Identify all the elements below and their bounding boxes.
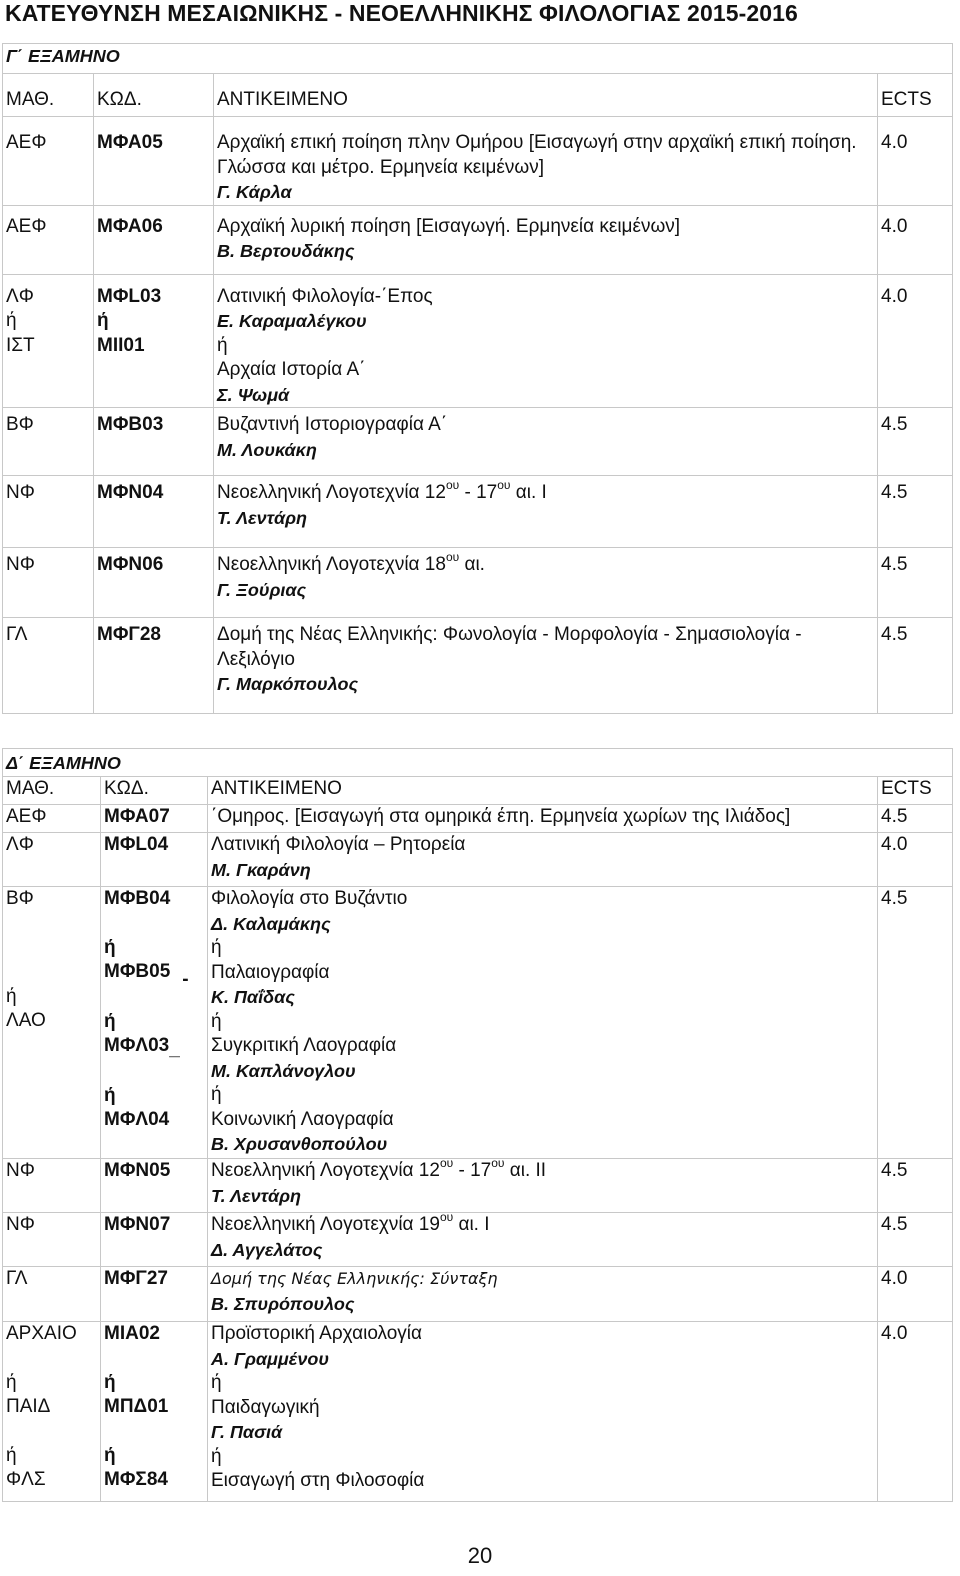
- course-subject: Βυζαντινή Ιστοριογραφία Α΄: [217, 414, 448, 435]
- course-instructor-alternative: Σ. Ψωμά: [217, 384, 290, 405]
- category-alternative: ΠΑΙΔ: [6, 1396, 51, 1417]
- course-ects: 4.5: [878, 548, 953, 618]
- course-code: [101, 1322, 208, 1502]
- or-label: ή: [211, 1372, 222, 1393]
- header-category: ΜΑΘ.: [3, 777, 101, 805]
- course-instructor: Δ. Καλαμάκης: [211, 913, 331, 934]
- course-cell: [208, 887, 878, 1159]
- course-ects: 4.0: [878, 1322, 953, 1502]
- category-alternative: ΦΛΣ: [6, 1469, 46, 1490]
- course-ects: 4.0: [878, 1267, 953, 1322]
- or-label: ή: [211, 1445, 222, 1467]
- or-label: ή: [6, 1371, 17, 1393]
- course-ects: 4.0: [878, 117, 953, 206]
- course-category: [3, 274, 94, 408]
- table-header-row: [3, 777, 953, 805]
- table-row: [3, 805, 953, 833]
- table-row: [3, 1322, 953, 1502]
- or-label: ή: [211, 937, 222, 958]
- code-alternative: ΜΦΣ84: [104, 1469, 168, 1490]
- or-label: ή: [6, 1444, 17, 1466]
- course-ects: 4.5: [878, 618, 953, 714]
- course-subject: Φιλολογία στο Βυζάντιο: [211, 888, 408, 909]
- or-label: ή: [6, 310, 17, 331]
- course-ects: 4.5: [878, 408, 953, 476]
- code-alternative: ΜΦΒ05 -: [104, 961, 189, 990]
- table-row: [3, 476, 953, 548]
- or-label: ή: [97, 310, 109, 331]
- category-primary: ΒΦ: [6, 888, 34, 909]
- course-subject: Αρχαϊκή λυρική ποίηση [Εισαγωγή. Ερμηνεία κειμένων]: [217, 215, 681, 237]
- course-cell: [208, 1159, 878, 1213]
- semester-4-heading: Δ΄ ΕΞΑΜΗΝΟ: [3, 749, 953, 777]
- course-instructor: Δ. Αγγελάτος: [211, 1239, 323, 1260]
- course-subject: Νεοελληνική Λογοτεχνία $19^{o\upsilon}$ αι. Ι: [211, 1212, 490, 1235]
- course-cell: [214, 476, 878, 548]
- category-alternative: ΛΑΟ: [6, 1010, 46, 1031]
- course-instructor: Β. Βερτουδάκης: [217, 241, 355, 261]
- course-category: ΝΦ: [3, 1213, 101, 1267]
- course-code: ΜΦΒ03: [94, 408, 214, 476]
- course-subject: Αρχαϊκή επική ποίηση πλην Ομήρου [Εισαγωγή στην αρχαϊκή επική ποίηση. Γλώσσα και μέτρο. Ερμηνεία κειμένων]: [217, 132, 857, 178]
- course-code: [101, 887, 208, 1159]
- header-code: ΚΩΔ.: [94, 74, 214, 117]
- course-ects: 4.0: [878, 205, 953, 274]
- course-category: ΓΛ: [3, 618, 94, 714]
- course-code: ΜΦΑ06: [94, 205, 214, 274]
- course-category: [3, 887, 101, 1159]
- course-code: ΜΦL04: [101, 833, 208, 887]
- course-cell: [208, 1213, 878, 1267]
- course-category: [3, 1322, 101, 1502]
- course-ects: 4.0: [878, 833, 953, 887]
- category-alternative: ΙΣΤ: [6, 334, 35, 356]
- course-ects: 4.5: [878, 476, 953, 548]
- course-code: ΜΦΝ04: [94, 476, 214, 548]
- course-instructor: Μ. Γκαράνη: [211, 859, 311, 880]
- course-subject: Δομή της Νέας Ελληνικής: Σύνταξη: [211, 1269, 498, 1288]
- course-cell: [214, 408, 878, 476]
- category-primary: ΛΦ: [6, 285, 34, 307]
- table-row: [3, 1267, 953, 1322]
- or-label: ή: [104, 936, 116, 958]
- page-number: 20: [467, 1543, 493, 1568]
- or-label: ή: [104, 1010, 116, 1032]
- or-label: ή: [104, 1084, 116, 1106]
- course-subject: Λατινική Φιλολογία – Ρητορεία: [211, 834, 466, 855]
- course-category: ΝΦ: [3, 476, 94, 548]
- or-label: ή: [6, 985, 17, 1007]
- course-code: ΜΦΝ06: [94, 548, 214, 618]
- code-primary: ΜΦL03: [97, 285, 162, 307]
- course-code: ΜΦΝ07: [101, 1213, 208, 1267]
- course-cell: [214, 205, 878, 274]
- semester-3-heading: Γ΄ ΕΞΑΜΗΝΟ: [3, 44, 953, 74]
- course-subject-alternative: Κοινωνική Λαογραφία: [211, 1108, 394, 1130]
- semester-4-table: [2, 748, 953, 1502]
- course-instructor-alternative: Κ. Παΐδας: [211, 987, 295, 1007]
- code-primary: ΜΙΑ02: [104, 1323, 160, 1344]
- course-code: ΜΦΝ05: [101, 1159, 208, 1213]
- course-cell: [214, 274, 878, 408]
- course-ects: 4.5: [878, 805, 953, 833]
- course-instructor-alternative: Β. Χρυσανθοπούλου: [211, 1134, 388, 1154]
- code-primary: ΜΦΒ04: [104, 888, 171, 909]
- or-label: ή: [104, 1444, 116, 1466]
- code-alternative: ΜΦΛ03_: [104, 1035, 180, 1060]
- course-ects: 4.5: [878, 1159, 953, 1213]
- course-category: ΑΕΦ: [3, 117, 94, 206]
- table-row: [3, 887, 953, 1159]
- course-subject: Λατινική Φιλολογία-΄Επος: [217, 285, 433, 307]
- course-instructor: Μ. Λουκάκη: [217, 439, 317, 460]
- table-row: [3, 618, 953, 714]
- course-cell: [208, 1322, 878, 1502]
- course-category: ΛΦ: [3, 833, 101, 887]
- table-row: [3, 408, 953, 476]
- header-category: ΜΑΘ.: [3, 74, 94, 117]
- course-category: ΝΦ: [3, 548, 94, 618]
- course-code: ΜΦΑ07: [101, 805, 208, 833]
- course-subject-alternative: Αρχαία Ιστορία Α΄: [217, 359, 366, 380]
- course-code: ΜΦΑ05: [94, 117, 214, 206]
- course-instructor: Τ. Λεντάρη: [217, 507, 308, 528]
- course-cell: [214, 548, 878, 618]
- table-row: [3, 1159, 953, 1213]
- course-cell: [208, 833, 878, 887]
- course-category: ΑΕΦ: [3, 805, 101, 833]
- table-row: [3, 117, 953, 206]
- header-ects: ECTS: [878, 777, 953, 805]
- table-header-row: [3, 74, 953, 117]
- course-instructor: Β. Σπυρόπουλος: [211, 1293, 355, 1314]
- header-subject: ΑΝΤΙΚΕΙΜΕΝΟ: [208, 777, 878, 805]
- course-instructor: Τ. Λεντάρη: [211, 1185, 302, 1206]
- header-ects: ECTS: [878, 74, 953, 117]
- table-row: [3, 274, 953, 408]
- course-instructor: Α. Γραμμένου: [211, 1348, 330, 1369]
- header-subject: ΑΝΤΙΚΕΙΜΕΝΟ: [214, 74, 878, 117]
- category-primary: ΑΡΧΑΙΟ: [6, 1323, 77, 1344]
- course-instructor-alternative: Γ. Πασιά: [211, 1422, 283, 1442]
- or-label: ή: [211, 1010, 222, 1032]
- course-instructor: Γ. Μαρκόπουλος: [217, 674, 359, 694]
- course-subject: Προϊστορική Αρχαιολογία: [211, 1323, 423, 1344]
- table-row: [3, 1213, 953, 1267]
- course-ects: 4.5: [878, 887, 953, 1159]
- course-category: ΒΦ: [3, 408, 94, 476]
- course-ects: 4.5: [878, 1213, 953, 1267]
- course-cell: [208, 1267, 878, 1322]
- course-subject-alternative: Παλαιογραφία: [211, 961, 330, 983]
- course-subject: Δομή της Νέας Ελληνικής: Φωνολογία - Μορφολογία - Σημασιολογία - Λεξιλόγιο: [217, 624, 802, 670]
- header-code: ΚΩΔ.: [101, 777, 208, 805]
- course-subject: ΄Ομηρος. [Εισαγωγή στα ομηρικά έπη. Ερμηνεία χωρίων της Ιλιάδος]: [208, 805, 878, 833]
- course-subject-alternative: Παιδαγωγική: [211, 1396, 320, 1418]
- course-instructor: Γ. Ξούριας: [217, 579, 307, 600]
- course-cell: [214, 618, 878, 714]
- course-subject: Νεοελληνική Λογοτεχνία $18^{o\upsilon}$ αι.: [217, 550, 485, 575]
- semester-3-table: [2, 43, 953, 714]
- course-subject-alternative: Εισαγωγή στη Φιλοσοφία: [211, 1470, 425, 1491]
- course-category: ΝΦ: [3, 1159, 101, 1213]
- course-code: ΜΦΓ28: [94, 618, 214, 714]
- or-label: ή: [211, 1084, 222, 1105]
- table-row: [3, 205, 953, 274]
- course-instructor: Γ. Κάρλα: [217, 182, 292, 202]
- code-alternative: ΜΦΛ04: [104, 1109, 170, 1130]
- course-ects: 4.0: [878, 274, 953, 408]
- course-subject-alternative: Συγκριτική Λαογραφία: [211, 1035, 397, 1056]
- course-code: ΜΦΓ27: [101, 1267, 208, 1322]
- or-label: ή: [104, 1371, 116, 1393]
- course-code: [94, 274, 214, 408]
- document-title: ΚΑΤΕΥΘΥΝΣΗ ΜΕΣΑΙΩΝΙΚΗΣ - ΝΕΟΕΛΛΗΝΙΚΗΣ ΦΙΛΟΛΟΓΙΑΣ 2015-2016: [5, 0, 798, 26]
- table-row: [3, 548, 953, 618]
- course-subject: Νεοελληνική Λογοτεχνία $12^{o\upsilon} - 17^{o\upsilon}$ αι. ΙΙ: [211, 1158, 547, 1181]
- table-row: [3, 833, 953, 887]
- course-subject: Νεοελληνική Λογοτεχνία $12^{o\upsilon} - 17^{o\upsilon}$ αι. Ι: [217, 478, 547, 503]
- code-alternative: ΜΙΙ01: [97, 334, 145, 356]
- course-cell: [214, 117, 878, 206]
- course-instructor: Ε. Καραμαλέγκου: [217, 311, 367, 331]
- course-category: ΑΕΦ: [3, 205, 94, 274]
- or-label: ή: [217, 334, 228, 356]
- course-instructor-alternative: Μ. Καπλάνογλου: [211, 1060, 356, 1081]
- code-alternative: ΜΠΔ01: [104, 1396, 169, 1417]
- course-category: ΓΛ: [3, 1267, 101, 1322]
